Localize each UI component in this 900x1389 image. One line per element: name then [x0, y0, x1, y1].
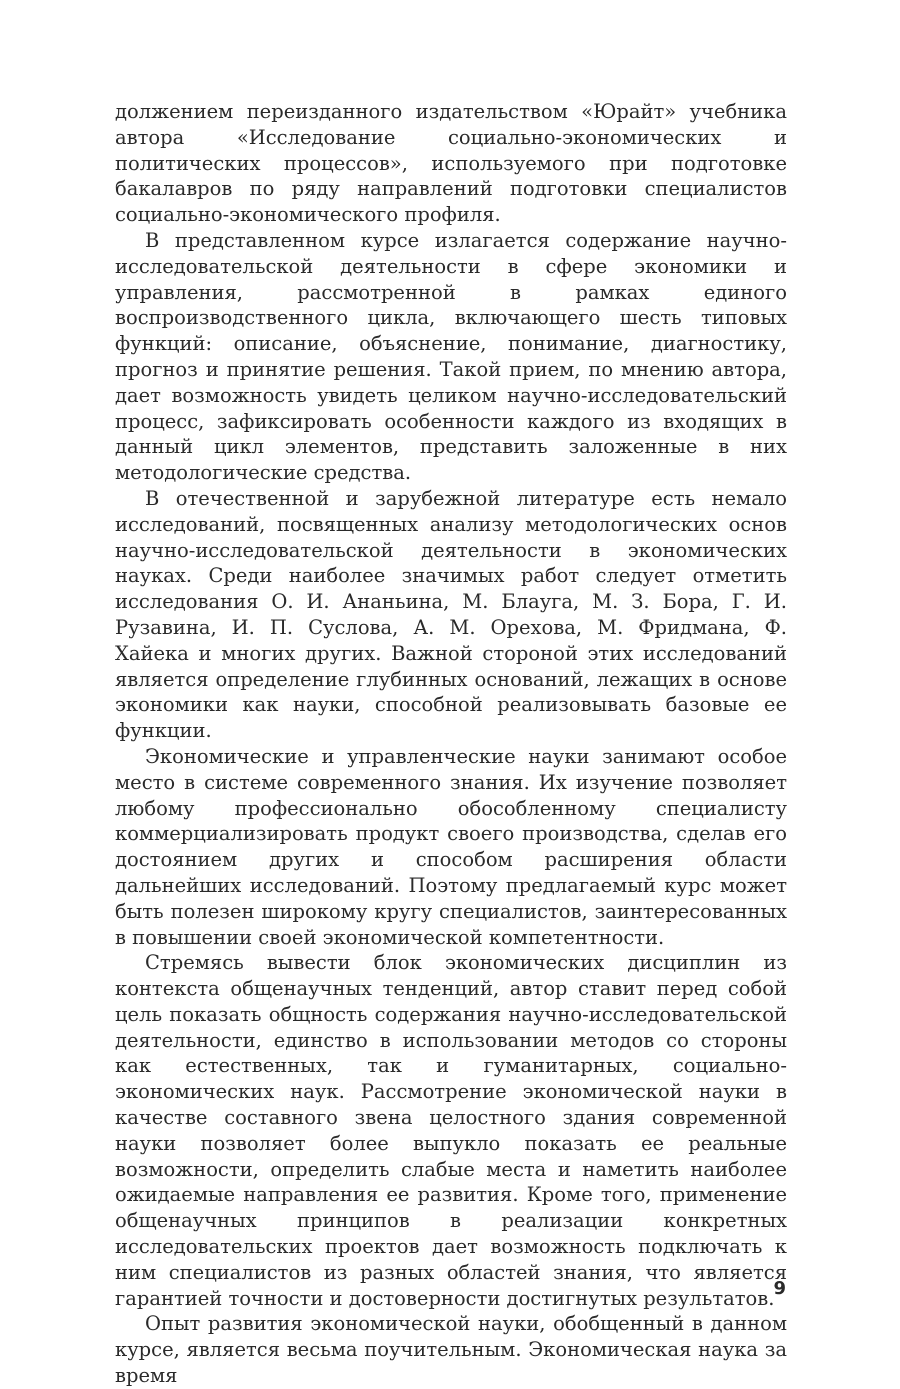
paragraph-experience: Опыт развития экономической науки, обобщенный в данном курсе, является весьма поучительным. Экономическая наука за время	[115, 1312, 787, 1388]
page-number: 9	[773, 1278, 786, 1299]
paragraph-course-content: В представленном курсе излагается содержание научно-исследовательской деятельности в сфере экономики и управления, рассмотренной в рамках единого воспроизводственного цикла, включающего шесть типовых функций: описание, объяснение, понимание, диагностику, прогноз и принятие решения. Такой прием, по мнению автора, дает возможность увидеть целиком научно-исследовательский процесс, зафиксировать особенности каждого из входящих в данный цикл элементов, представить заложенные в них методологические средства.	[115, 228, 787, 485]
paragraph-literature: В отечественной и зарубежной литературе есть немало исследований, посвященных анализу методологических основ научно-исследовательской деятельности в экономических науках. Среди наиболее значимых работ следует отметить исследования О. И. Ананьина, М. Блауга, М. З. Бора, Г. И. Рузавина, И. П. Суслова, А. М. Орехова, М. Фридмана, Ф. Хайека и многих других. Важной стороной этих исследований является определение глубинных оснований, лежащих в основе экономики как науки, способной реализовывать базовые ее функции.	[115, 486, 787, 743]
page-body	[115, 99, 787, 1389]
paragraph-author-goal: Стремясь вывести блок экономических дисциплин из контекста общенаучных тенденций, автор ставит перед собой цель показать общность содержания научно-исследовательской деятельности, единство в использовании методов со стороны как естественных, так и гуманитарных, социально-экономических наук. Рассмотрение экономической науки в качестве составного звена целостного здания современной науки позволяет более выпукло показать ее реальные возможности, определить слабые места и наметить наиболее ожидаемые направления ее развития. Кроме того, применение общенаучных принципов в реализации конкретных исследовательских проектов дает возможность подключать к ним специалистов из разных областей знания, что является гарантией точности и достоверности достигнутых результатов.	[115, 951, 787, 1310]
paragraph-economic-sciences: Экономические и управленческие науки занимают особое место в системе современного знания. Их изучение позволяет любому профессионально обособленному специалисту коммерциализировать продукт своего производства, сделав его достоянием других и способом расширения области дальнейших исследований. Поэтому предлагаемый курс может быть полезен широкому кругу специалистов, заинтересованных в повышении своей экономической компетентности.	[115, 744, 787, 949]
paragraph-continuation: должением переизданного издательством «Юрайт» учебника автора «Исследование социально-экономических и политических процессов», используемого при подготовке бакалавров по ряду направлений подготовки специалистов социально-экономического профиля.	[115, 100, 787, 227]
